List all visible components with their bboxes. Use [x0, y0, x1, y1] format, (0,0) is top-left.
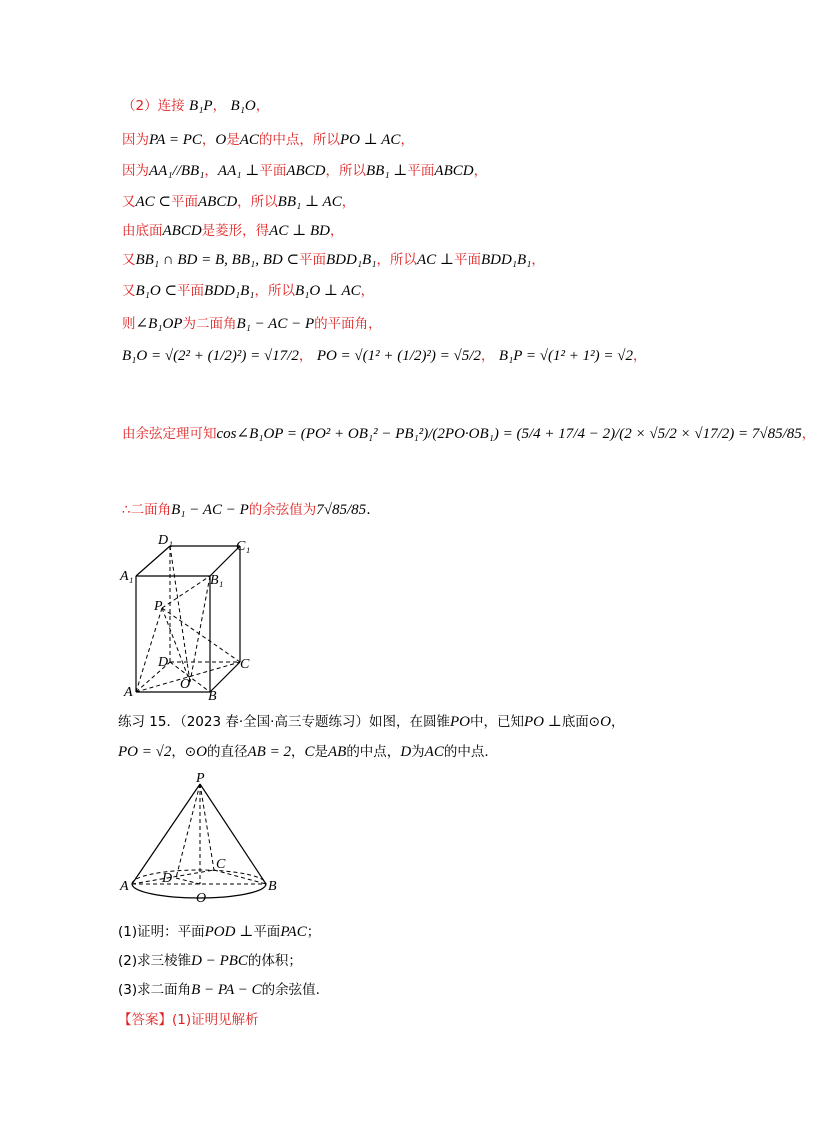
math: B₁P: [189, 98, 213, 114]
text: （2）连接: [122, 98, 185, 114]
math: ABCD: [162, 223, 202, 239]
math: PAC: [280, 924, 307, 940]
solution-line-3: 因为AA₁//BB₁，AA₁ ⊥平面ABCD，所以BB₁ ⊥平面ABCD，: [122, 163, 488, 179]
text: 是: [314, 744, 328, 760]
text: 的余弦值.: [261, 982, 320, 998]
text: ；: [306, 924, 321, 940]
math: O: [600, 714, 611, 730]
text: ，: [201, 132, 216, 148]
math: B₁ − AC − P: [236, 316, 315, 332]
cone-label-c: C: [216, 857, 226, 872]
cone-label-p: P: [196, 771, 205, 786]
text: 的余弦值为: [248, 502, 317, 518]
text: ，所以: [325, 163, 366, 179]
math: BB₁ ∩ BD = B, BB₁, BD ⊂: [135, 252, 300, 268]
prism-label-c1: C₁: [236, 539, 251, 554]
text: 的直径: [207, 744, 248, 760]
text: 平面: [407, 163, 435, 179]
text: 是: [226, 132, 240, 148]
math: ∠B₁OP: [135, 316, 183, 332]
text: 由余弦定理可知: [122, 426, 217, 442]
math: AC ⊥ BD: [269, 223, 330, 239]
prism-label-a1: A₁: [120, 569, 134, 584]
math: AC: [424, 744, 444, 760]
math: BDD₁B₁: [326, 252, 377, 268]
text: 平面: [171, 194, 198, 210]
math: AA₁//BB₁: [149, 163, 205, 179]
exercise-line-2: [118, 742, 489, 762]
solution-line-8: [122, 314, 382, 334]
prism-label-d: D: [158, 655, 169, 670]
math-cos: cos∠B₁OP = (PO² + OB₁² − PB₁²)/(2PO·OB₁) = (5/4 + 17/4 − 2)/(2 × √5/2 × √17/2) = 7√85/85: [216, 426, 802, 442]
text: 又: [122, 194, 136, 210]
math: AC ⊂: [135, 194, 171, 210]
question-2: [118, 951, 302, 971]
math: B₁ − AC − P: [171, 502, 249, 518]
prism-label-p: P: [154, 599, 163, 614]
math: D − PBC: [191, 953, 248, 969]
math: AC: [239, 132, 259, 148]
math: AC ⊥: [416, 252, 454, 268]
math: B₁O ⊂: [135, 283, 178, 299]
solution-line-5: 由底面ABCD是菱形，得AC ⊥ BD，: [122, 223, 344, 239]
prism-label-d1: D₁: [158, 533, 173, 548]
text: 的体积；: [247, 953, 302, 969]
math: AB = 2: [247, 744, 291, 760]
math: ABCD: [198, 194, 238, 210]
text: 的平面角，: [314, 316, 382, 332]
math: PO ⊥ AC: [339, 132, 401, 148]
math-po: PO = √(1² + (1/2)²) = √5/2: [316, 348, 481, 364]
math: BB₁ ⊥ AC: [277, 194, 342, 210]
solution-line-7: 又B₁O ⊂平面BDD₁B₁，所以B₁O ⊥ AC，: [122, 283, 375, 299]
text: 为二面角: [182, 316, 237, 332]
solution-line-4: 又AC ⊂平面ABCD，所以BB₁ ⊥ AC，: [122, 194, 356, 210]
text: 又: [122, 252, 136, 268]
text: 平面: [253, 924, 281, 940]
text: ，所以: [254, 283, 295, 299]
text: ，所以: [376, 252, 417, 268]
text: 中，已知: [469, 714, 524, 730]
text: ∴二面角: [122, 502, 172, 518]
solution-line-9: B₁O = √(2² + (1/2)²) = √17/2， PO = √(1² + (1/2)²) = √5/2， B₁P = √(1² + 1²) = √2，: [122, 348, 647, 364]
math: ABCD: [286, 163, 326, 179]
cone-label-d: D: [162, 871, 173, 886]
prism-label-b: B: [208, 689, 217, 704]
solution-line-11: ∴二面角B₁ − AC − P的余弦值为7√85/85.: [122, 502, 371, 518]
cone-label-b: B: [268, 879, 277, 894]
text: 的中点，所以: [258, 132, 340, 148]
exercise-title: 练习 15．（2023 春·全国·高三专题练习）如图，在圆锥: [118, 714, 450, 730]
text: 则: [122, 316, 136, 332]
math: 7√85/85: [316, 502, 367, 518]
cone-figure: [118, 770, 288, 910]
math: PO: [449, 714, 470, 730]
math: B₁O ⊥ AC: [294, 283, 361, 299]
solution-line-1: （2）连接 B₁P， B₁O，: [122, 98, 270, 114]
text: 平面: [259, 163, 287, 179]
text: ，: [290, 744, 305, 760]
math: AB: [327, 744, 347, 760]
math: PO = √2: [118, 744, 172, 760]
text: 平面: [299, 252, 327, 268]
math: C: [304, 744, 315, 760]
text: (3)求二面角: [118, 982, 192, 998]
math-b1o: B₁O = √(2² + (1/2)²) = √17/2: [122, 348, 299, 364]
text: 由底面: [122, 223, 163, 239]
math: PO ⊥: [523, 714, 562, 730]
prism-figure: [118, 532, 258, 702]
math-b1p: B₁P = √(1² + 1²) = √2: [498, 348, 633, 364]
math: BDD₁B₁: [204, 283, 255, 299]
math: PA = PC: [149, 132, 202, 148]
cone-label-a: A: [120, 879, 129, 894]
solution-line-10: 由余弦定理可知cos∠B₁OP = (PO² + OB₁² − PB₁²)/(2PO·OB₁) = (5/4 + 17/4 − 2)/(2 × √5/2 × √17/2) = 7√85/85，: [122, 426, 815, 442]
math: BDD₁B₁: [480, 252, 532, 268]
solution-line-2: 因为PA = PC，O是AC的中点，所以PO ⊥ AC，: [122, 132, 414, 148]
math: O: [196, 744, 208, 760]
prism-label-c: C: [240, 657, 250, 672]
text: 是菱形，得: [201, 223, 270, 239]
text: 的中点，: [346, 744, 401, 760]
text: ，⊙: [171, 744, 197, 760]
text: ，所以: [237, 194, 278, 210]
math: AA₁ ⊥: [217, 163, 260, 179]
prism-label-a: A: [124, 685, 133, 700]
text: 又: [122, 283, 136, 299]
math: ABCD: [434, 163, 474, 179]
prism-label-b1: B₁: [210, 573, 224, 588]
math: POD ⊥: [204, 924, 254, 940]
text: 为: [411, 744, 425, 760]
prism-label-o: O: [180, 677, 191, 692]
math: B − PA − C: [191, 982, 262, 998]
question-3: [118, 980, 320, 1000]
question-1: [118, 922, 320, 942]
answer-label: 【答案】: [118, 1012, 172, 1028]
math: BB₁ ⊥: [366, 163, 408, 179]
cone-label-o: O: [196, 891, 207, 906]
answer-text: (1)证明见解析: [172, 1012, 259, 1028]
text: 因为: [122, 132, 149, 148]
solution-line-6: 又BB₁ ∩ BD = B, BB₁, BD ⊂平面BDD₁B₁，所以AC ⊥平面BDD₁B₁，: [122, 252, 545, 268]
text: 因为: [122, 163, 149, 179]
math: O: [215, 132, 227, 148]
math: D: [400, 744, 412, 760]
text: 底面⊙: [561, 714, 601, 730]
text: 平面: [453, 252, 481, 268]
text: (2)求三棱锥: [118, 953, 192, 969]
text: 平面: [177, 283, 205, 299]
text: (1)证明：平面: [118, 924, 205, 940]
math: B₁O: [230, 98, 256, 114]
text: 的中点.: [443, 744, 489, 760]
answer-line: [118, 1010, 259, 1030]
exercise-line-1: 练习 15．（2023 春·全国·高三专题练习）如图，在圆锥PO中，已知PO ⊥底面⊙O，: [118, 714, 625, 730]
